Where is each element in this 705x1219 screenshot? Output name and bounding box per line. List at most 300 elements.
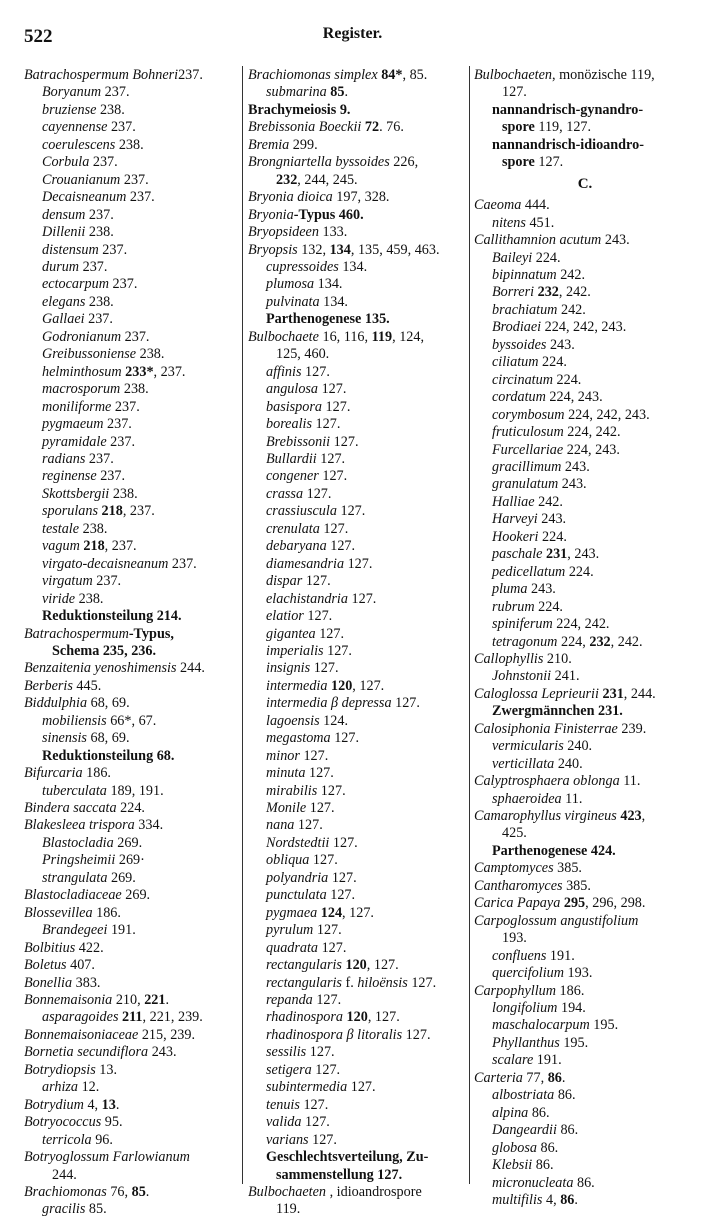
taxon-name: distensum (42, 241, 99, 258)
index-entry (474, 1157, 696, 1174)
taxon-name: subintermedia (266, 1079, 348, 1096)
entry-text: 224. (538, 354, 567, 371)
taxon-name: Baileyi (492, 249, 533, 266)
index-entry (474, 372, 696, 389)
index-entry (24, 346, 238, 363)
index-entry (248, 1114, 466, 1131)
index-entry (248, 852, 466, 869)
index-entry (248, 538, 466, 555)
bold-text: 120 (331, 677, 353, 694)
taxon-name: Brachiomonas simplex (248, 67, 378, 83)
index-entry (24, 84, 238, 101)
taxon-name: confluens (492, 947, 547, 964)
index-entry (24, 399, 238, 416)
index-entry (474, 668, 696, 685)
entry-text: 127. (318, 468, 348, 485)
taxon-name: Bryonia dioica (248, 189, 333, 206)
index-entry (474, 581, 696, 598)
entry-text: 237. (85, 450, 114, 467)
index-entry (248, 451, 466, 468)
entry-text: 241. (551, 668, 580, 685)
entry-text: 127. (306, 800, 335, 817)
entry-text: 243. (546, 336, 575, 353)
taxon-name: Botryococcus (24, 1114, 102, 1131)
entry-text: 237. (121, 328, 150, 345)
entry-text: , 127. (352, 677, 385, 694)
taxon-name: alpina (492, 1104, 529, 1121)
entry-text: 134. (338, 258, 368, 275)
entry-text: 186. (92, 904, 121, 921)
entry-text: 16, 116, (318, 328, 372, 345)
taxon-name: Bonnemaisonia (24, 992, 113, 1009)
entry-text: 269. (121, 887, 151, 904)
index-entry (248, 678, 466, 695)
bold-text: -Typus, (128, 625, 174, 642)
bold-text: 134 (329, 241, 351, 258)
entry-text: 127. (534, 154, 564, 171)
index-entry (474, 215, 696, 232)
entry-text: 134. (319, 293, 348, 310)
taxon-name: diamesandria (266, 555, 345, 572)
taxon-name: cordatum (492, 389, 546, 406)
index-entry (24, 259, 238, 276)
entry-text: 127. (323, 642, 352, 659)
entry-text: 237. (168, 555, 197, 572)
index-entry (248, 695, 466, 712)
index-entry (24, 102, 238, 119)
column-divider (242, 66, 243, 1184)
bold-text: 232 (589, 633, 611, 650)
taxon-name: virgato-decaisneanum (42, 555, 169, 572)
entry-text: 127. (319, 520, 349, 537)
taxon-name: intermedia (266, 677, 328, 694)
entry-text: 237. (84, 311, 113, 328)
index-entry (474, 843, 696, 860)
index-entry (248, 346, 466, 363)
index-entry (248, 311, 466, 328)
entry-text: . (344, 84, 348, 101)
index-entry (474, 948, 696, 965)
entry-text: 127. (402, 1026, 431, 1043)
index-entry (24, 1027, 238, 1044)
index-entry (24, 852, 238, 869)
index-entry (248, 1184, 466, 1201)
taxon-name: Johnstonii (492, 668, 552, 685)
index-entry (24, 1201, 238, 1218)
taxon-name: macrosporum (42, 381, 121, 398)
entry-text: 224. (534, 598, 563, 615)
taxon-name: radians (42, 450, 86, 467)
entry-text: 191. (546, 947, 575, 964)
index-entry (248, 137, 466, 154)
entry-text: 224, 242. (563, 424, 621, 441)
bold-text: 218 (101, 503, 123, 520)
index-column-1 (24, 67, 238, 1218)
taxon-name: ciliatum (492, 354, 539, 371)
entry-text: 119, 127. (534, 119, 592, 136)
taxon-name: cayennense (42, 119, 108, 136)
index-entry (474, 84, 696, 101)
index-entry (248, 416, 466, 433)
taxon-name: elachistandria (266, 590, 348, 607)
entry-text: 194. (557, 1000, 586, 1017)
index-entry (474, 895, 696, 912)
entry-text: 239. (617, 720, 647, 737)
index-entry (248, 975, 466, 992)
entry-text: 77, (522, 1069, 548, 1086)
index-entry (474, 442, 696, 459)
index-entry (24, 364, 238, 381)
entry-text: 243. (561, 458, 590, 475)
index-entry (24, 608, 238, 625)
taxon-name: byssoides (492, 336, 547, 353)
entry-text: . (165, 992, 170, 1009)
entry-text: 451. (525, 214, 555, 231)
index-entry (248, 608, 466, 625)
taxon-name: Brebissonia Boeckii (248, 119, 362, 136)
index-entry (474, 337, 696, 354)
bold-text: 72 (364, 119, 380, 136)
taxon-name: Camptomyces (474, 860, 554, 877)
entry-text: 127. (303, 485, 332, 502)
taxon-name: corymbosum (492, 406, 565, 423)
taxon-name: pygmaea (266, 904, 318, 921)
taxon-name: terricola (42, 1131, 92, 1148)
index-entry (24, 870, 238, 887)
taxon-name: Batrachospermum Bohneri (24, 67, 179, 83)
taxon-name: valida (266, 1114, 302, 1131)
index-entry (474, 1017, 696, 1034)
entry-text: 224, 242, 243. (564, 406, 650, 423)
taxon-name: Phyllanthus (492, 1034, 560, 1051)
index-entry (248, 1062, 466, 1079)
index-entry (24, 137, 238, 154)
index-entry (248, 660, 466, 677)
entry-text: 86. (554, 1087, 576, 1104)
bold-text: Reduktionsteilung 214. (42, 608, 182, 625)
entry-text: 127. (305, 765, 334, 782)
index-column-2 (248, 67, 466, 1218)
taxon-name: elatior (266, 608, 304, 625)
index-entry (24, 887, 238, 904)
taxon-name: Borreri (492, 284, 535, 301)
taxon-name: Harveyi (492, 511, 538, 528)
index-entry (24, 905, 238, 922)
taxon-name: Bulbochaete (248, 328, 319, 345)
index-entry (474, 913, 696, 930)
index-entry (248, 259, 466, 276)
entry-text: . (145, 1184, 150, 1200)
index-entry (24, 434, 238, 451)
taxon-name: polyandria (266, 869, 329, 886)
index-entry (474, 721, 696, 738)
entry-text: 226, (389, 154, 419, 171)
entry-text: 238. (136, 346, 165, 363)
entry-text: 385. (553, 860, 582, 877)
taxon-name: hiloënsis (357, 974, 408, 991)
index-entry (474, 319, 696, 336)
index-entry (248, 817, 466, 834)
entry-text: 86. (573, 1174, 595, 1191)
entry-text: 127. (347, 590, 377, 607)
entry-text: 127. (328, 869, 357, 886)
index-entry (248, 119, 466, 136)
entry-text: 127. (301, 363, 330, 380)
taxon-name: Skottsbergii (42, 485, 110, 502)
index-entry (24, 556, 238, 573)
taxon-name: Furcellariae (492, 441, 564, 458)
entry-text: 127. (301, 1114, 330, 1131)
taxon-name: Bremia (248, 136, 290, 153)
taxon-name: crassa (266, 485, 304, 502)
entry-text: 4, (542, 1192, 561, 1208)
taxon-name: congener (266, 468, 319, 485)
taxon-name: quercifolium (492, 965, 564, 982)
taxon-name: mobiliensis (42, 712, 107, 729)
taxon-name: rectangularis (266, 974, 342, 991)
index-entry (474, 546, 696, 563)
entry-text: 299. (289, 136, 318, 153)
index-entry (248, 67, 466, 84)
entry-text: 237. (96, 468, 126, 485)
index-entry (248, 329, 466, 346)
taxon-name: pyramidale (42, 433, 107, 450)
entry-text: f. (341, 974, 358, 991)
index-entry (24, 67, 238, 84)
index-entry (24, 1149, 238, 1166)
taxon-name: Blakesleea trispora (24, 817, 135, 834)
taxon-name: dispar (266, 573, 303, 590)
taxon-name: Carteria (474, 1069, 523, 1086)
taxon-name: Bindera saccata (24, 800, 117, 817)
index-entry (248, 887, 466, 904)
index-entry (248, 84, 466, 101)
taxon-name: verticillata (492, 755, 555, 772)
taxon-name: setigera (266, 1061, 312, 1078)
entry-text: , (641, 808, 646, 825)
bold-text: nannandrisch-idioandro- (492, 136, 644, 153)
entry-text: 127. (502, 84, 527, 101)
index-entry (24, 381, 238, 398)
taxon-name: Carpoglossum angustifolium (474, 912, 639, 929)
entry-text: 127. (310, 660, 339, 677)
entry-text: 186. (82, 765, 111, 782)
entry-text: 85. (85, 1201, 107, 1218)
taxon-name: Monile (266, 800, 307, 817)
bold-text: 85 (131, 1184, 146, 1200)
entry-text: 132, (297, 241, 330, 258)
index-entry (24, 800, 238, 817)
index-entry (474, 302, 696, 319)
entry-text: , 237. (104, 538, 137, 555)
taxon-name: testale (42, 520, 80, 537)
entry-text: , 135, 459, 463. (350, 241, 440, 258)
entry-text: 238. (75, 590, 104, 607)
taxon-name: Bornetia secundiflora (24, 1044, 149, 1061)
entry-text: 224, 243. (563, 441, 620, 458)
taxon-name: gigantea (266, 625, 316, 642)
taxon-name: circinatum (492, 371, 553, 388)
taxon-name: minuta (266, 765, 306, 782)
index-entry (474, 616, 696, 633)
index-entry (248, 957, 466, 974)
index-entry (474, 599, 696, 616)
taxon-name: quadrata (266, 939, 319, 956)
bold-text: 211 (122, 1009, 143, 1026)
taxon-name: submarina (266, 84, 327, 101)
index-entry (24, 1009, 238, 1026)
taxon-name: Bonellia (24, 974, 73, 991)
entry-text: , 244, 245. (297, 171, 358, 188)
entry-text: 224. (565, 563, 594, 580)
taxon-name: pluma (492, 581, 528, 598)
index-entry (248, 468, 466, 485)
index-entry (24, 451, 238, 468)
index-entry (24, 713, 238, 730)
index-entry (24, 730, 238, 747)
entry-text: 86. (536, 1139, 559, 1156)
index-entry (248, 783, 466, 800)
taxon-name: Blastocladiaceae (24, 887, 122, 904)
index-entry (474, 250, 696, 267)
entry-text: 125, 460. (276, 346, 330, 363)
entry-text: 237. (92, 573, 122, 590)
page-number: 522 (24, 26, 53, 47)
bold-text: spore (502, 154, 535, 171)
entry-text: 242. (556, 266, 586, 283)
index-entry (248, 276, 466, 293)
taxon-name: asparagoides (42, 1009, 119, 1026)
index-entry (248, 713, 466, 730)
taxon-name: Bifurcaria (24, 765, 83, 782)
index-entry (24, 783, 238, 800)
entry-text: 86. (532, 1157, 554, 1174)
entry-text: 224. (552, 371, 582, 388)
index-entry (474, 476, 696, 493)
taxon-name: Crouanianum (42, 171, 121, 188)
taxon-name: Brandegeei (42, 922, 108, 939)
entry-text: 242. (534, 493, 563, 510)
entry-text: 243. (537, 511, 567, 528)
taxon-name: granulatum (492, 476, 559, 493)
index-entry (474, 1122, 696, 1139)
entry-text: 237. (126, 189, 155, 206)
entry-text: 127. (326, 887, 356, 904)
index-entry (474, 965, 696, 982)
section-letter: C. (577, 175, 593, 192)
entry-text: 238. (79, 520, 108, 537)
index-entry (248, 835, 466, 852)
index-entry (24, 154, 238, 171)
taxon-name: vagum (42, 538, 80, 555)
bold-text: 423 (620, 808, 642, 825)
entry-text: 237. (106, 433, 135, 450)
taxon-name: Godronianum (42, 328, 122, 345)
taxon-name: Carpophyllum (474, 982, 556, 999)
bold-text: 120 (345, 957, 367, 974)
index-entry (24, 119, 238, 136)
taxon-name: Botrydium (24, 1096, 84, 1113)
taxon-name: bipinnatum (492, 266, 557, 283)
entry-text: , 244. (623, 685, 656, 702)
index-entry (248, 102, 466, 119)
taxon-name: Brebissonii (266, 433, 331, 450)
bold-text: Parthenogenese 135. (266, 311, 390, 328)
index-entry (474, 354, 696, 371)
index-entry (24, 957, 238, 974)
index-entry (24, 172, 238, 189)
entry-text: 383. (72, 974, 101, 991)
taxon-name: Gallaei (42, 311, 85, 328)
entry-text: 195. (589, 1017, 619, 1034)
index-entry (24, 922, 238, 939)
bold-text: Parthenogenese 424. (492, 842, 616, 859)
entry-text: 210, (112, 992, 145, 1009)
entry-text: 210. (543, 650, 572, 667)
index-entry (474, 773, 696, 790)
entry-text: 127. (299, 1096, 329, 1113)
entry-text: 240. (554, 755, 583, 772)
entry-text: 68, 69. (87, 695, 130, 712)
entry-text: 127. (303, 608, 333, 625)
taxon-name: densum (42, 206, 86, 223)
bold-text: 13 (101, 1096, 116, 1113)
taxon-name: tuberculata (42, 782, 107, 799)
entry-text: 237. (89, 154, 118, 171)
taxon-name: elegans (42, 293, 86, 310)
bold-text: 124 (320, 904, 343, 921)
entry-text: 119. (276, 1201, 301, 1218)
bold-text: 232 (537, 284, 559, 301)
index-entry (24, 329, 238, 346)
index-entry (24, 992, 238, 1009)
taxon-name: Hookeri (492, 528, 539, 545)
index-entry (248, 573, 466, 590)
bold-text: 233* (125, 363, 154, 380)
taxon-name: Berberis (24, 677, 73, 694)
bold-text: 86 (560, 1192, 575, 1208)
taxon-name: lagoensis (266, 712, 320, 729)
entry-text: 238. (109, 485, 138, 502)
entry-text: 269. (113, 834, 143, 851)
taxon-name: sessilis (266, 1044, 307, 1061)
entry-text: 224, 242, 243. (541, 319, 627, 336)
index-entry (24, 765, 238, 782)
taxon-name: plumosa (266, 276, 315, 293)
entry-text: 425. (502, 825, 527, 842)
entry-text: 127. (294, 817, 323, 834)
taxon-name: cupressoides (266, 258, 339, 275)
entry-text: 127. (336, 503, 366, 520)
taxon-name: Bullardii (266, 450, 317, 467)
entry-text: 127. (407, 974, 437, 991)
taxon-name: tenuis (266, 1096, 300, 1113)
entry-text: 127. (309, 852, 338, 869)
taxon-name: Dangeardii (492, 1122, 557, 1139)
entry-text: , 243. (567, 546, 600, 563)
entry-text: 224, (557, 633, 590, 650)
taxon-name: intermedia β depressa (266, 695, 392, 712)
entry-text: , 296, 298. (585, 895, 646, 912)
entry-text: 11. (619, 773, 641, 790)
index-entry (248, 434, 466, 451)
entry-text: 445. (72, 677, 102, 694)
taxon-name: paschale (492, 546, 543, 563)
index-entry (248, 1201, 466, 1218)
taxon-name: Blastocladia (42, 834, 114, 851)
taxon-name: obliqua (266, 852, 310, 869)
index-entry (24, 835, 238, 852)
